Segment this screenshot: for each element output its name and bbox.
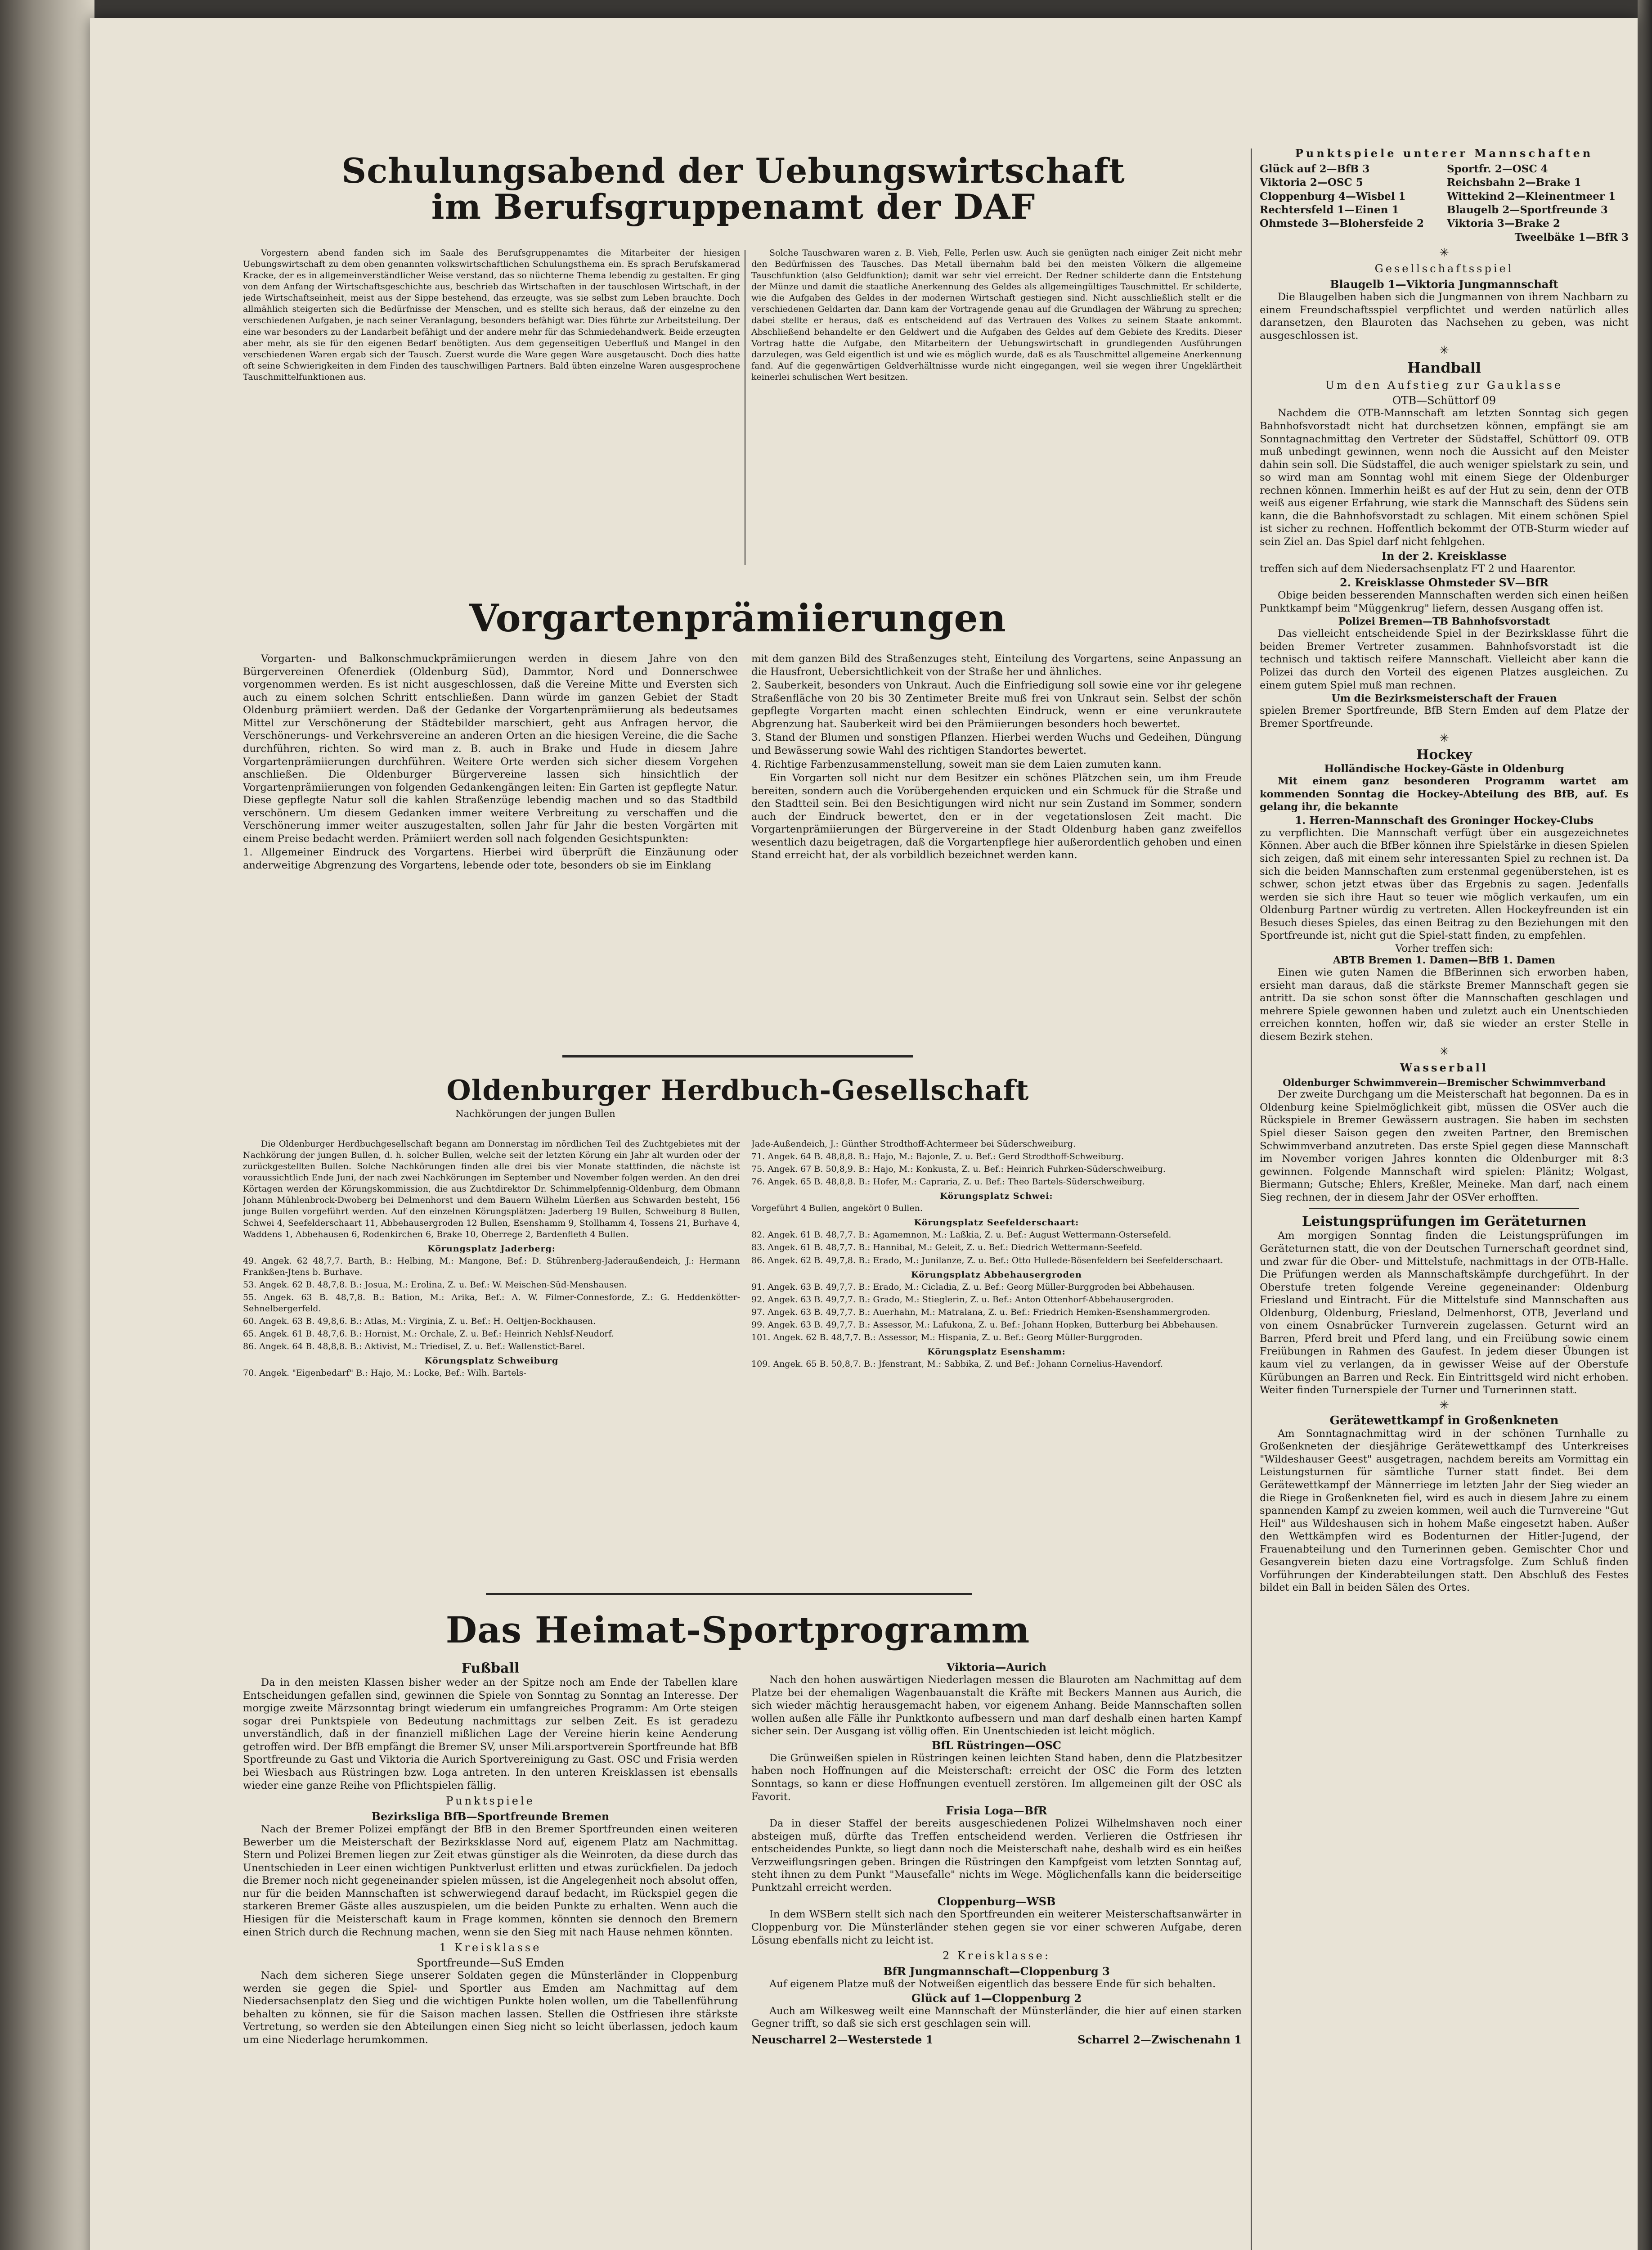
- article-text: 1. Allgemeiner Eindruck des Vorgartens. Hierbei wird überprüft die Einzäunung oder anderweitige Abgrenzung des Vorgartens, lebende oder tote, besonders ob sie im Einklang: [243, 846, 738, 871]
- result-item: Glück auf 2—BfB 3: [1260, 163, 1370, 175]
- section-rule: [486, 1593, 972, 1595]
- sports-right-column: [1260, 144, 1629, 2250]
- koerung-entry: 75. Angek. 67 B. 50,8,9. B.: Hajo, M.: Konkusta, Z. u. Bef.: Heinrich Fuhrken-Süderschweiburg.: [751, 1164, 1166, 1174]
- headline-sport-text: Das Heimat-Sportprogramm: [445, 1611, 1030, 1651]
- section-heading: Punktspiele unterer Mannschaften: [1295, 147, 1594, 160]
- result-item: Viktoria 2—OSC 5: [1260, 176, 1363, 189]
- entry: Vorgeführt 4 Bullen, angekört 0 Bullen.: [751, 1203, 923, 1214]
- section-heading: Hockey: [1416, 747, 1472, 763]
- section-heading: 1 Kreisklasse: [439, 1941, 542, 1954]
- match-heading: Oldenburger Schwimmverein—Bremischer Schwimmverband: [1283, 1077, 1606, 1089]
- koerungsplatz-heading: Körungsplatz Schwei:: [940, 1191, 1053, 1202]
- page-edge: [1638, 0, 1652, 2250]
- match-heading: Sportfreunde—SuS Emden: [417, 1957, 564, 1970]
- section-heading: Fußball: [461, 1660, 520, 1676]
- results-list: [1260, 162, 1441, 231]
- article-text: Am morgigen Sonntag finden die Leistungsprüfungen im Geräteturnen statt, die von der Deutschen Turnerschaft geordnet sind, und zwar für die Ober- und Mittelstufe, nachmittags in der OTB-Halle. Die Prüfungen werden als Mannschaftskämpfe durchgeführt. In der Oberstufe treten folgende Vereine gegeneinander: Oldenburg Friesland und Eintracht. Für die Mittelstufe sind Mannschaften aus Oldenburg, Oldenburg, Friesland, Delmenhorst, OTB, Jeverland und von einem Osnabrücker Turnverein zugelassen. Geturnt wird an Barren, Pferd breit und Pferd lang, und ein Freiübung sowie einem Freiübungen in Rahmen des Gaufest. In jedem dieser Übungen ist kaum viel zu verlangen, da in gewisser Weise auf der Oberstufe Kürübungen an Barren und Reck. Ein Eintrittsgeld wird nicht erhoben. Weiter finden Turnerspiele der Turner und Turnerinnen statt.: [1260, 1230, 1629, 1396]
- entry-list: [751, 1282, 1242, 1343]
- article-text: Die Oldenburger Herdbuchgesellschaft begann am Donnerstag im nördlichen Teil des Zuchtgebietes mit der Nachkörung der jungen Bullen, d. h. solcher Bullen, welche seit der letzten Körung ein Jahr alt wurden oder der zurückgestellten Bullen. Solche Nachkörungen finden alle drei bis vier Monate stattfinden, die nächste ist voraussichtlich Ende Juni, der nach zwei Nachkörungen im September und November folgen werden. An den drei Körtagen werden der Körungskommission, die aus Zuchtdirektor Dr. Schimmelpfennig-Oldenburg, dem Obmann Johann Mühlenbrock-Dwoberg bei Delmenhorst und dem Bauern Wilhelm Lüerßen aus Schwarden besteht, 156 junge Bullen vorgeführt werden. Auf den einzelnen Körungsplätzen: Jaderberg 19 Bullen, Schweiburg 8 Bullen, Schwei 4, Seefelderschaart 11, Abbehausergroden 12 Bullen, Esenshamm 9, Stollhamm 4, Tossens 21, Burhave 4, Waddens 1, Abbehausen 6, Rodenkirchen 6, Brake 10, Oberrege 2, Bardenfleth 4 Bullen.: [243, 1139, 740, 1239]
- match-heading: 1. Herren-Mannschaft des Groninger Hockey-Clubs: [1295, 814, 1594, 827]
- match-heading: Cloppenburg—WSB: [937, 1895, 1056, 1908]
- result-item: Neuscharrel 2—Westerstede 1: [751, 2033, 934, 2046]
- headline-schulung-line1: Schulungsabend der Uebungswirtschaft: [341, 153, 1125, 191]
- article-text: Mit einem ganz besonderen Programm wartet am kommenden Sonntag die Hockey-Abteilung des BfB, auf. Es gelang ihr, die bekannte: [1260, 775, 1629, 813]
- koerungsplatz-heading: Körungsplatz Jaderberg:: [427, 1243, 556, 1254]
- result-item: Tweelbäke 1—BfR 3: [1514, 231, 1629, 243]
- match-heading: Blaugelb 1—Viktoria Jungmannschaft: [1330, 278, 1558, 291]
- match-heading: Vorher treffen sich:: [1395, 943, 1493, 954]
- koerung-entry: 92. Angek. 63 B. 49,7,7. B.: Grado, M.: Stieglerin, Z. u. Bef.: Anton Ottenhorf-Abbehausergroden.: [751, 1294, 1174, 1305]
- match-heading: OTB—Schüttorf 09: [1392, 394, 1496, 407]
- article-text: Der zweite Durchgang um die Meisterschaft hat begonnen. Da es in Oldenburg keine Spielmöglichkeit gibt, müssen die OSVer auch die Rückspiele in Bremer Gewässern austragen. Sie haben im sechsten Spiel dieser Saison gegen den zweiten Partner, den Bremischen Schwimmverband anzutreten. Das erste Spiel gegen diese Mannschaft im November vorigen Jahres konnten die Oldenburger mit 8:3 gewinnen. Folgende Mannschaft wird spielen: Plänitz; Wolgast, Biermann; Gutsche; Ehlers, Kreßler, Meineke. Man darf, nach einem Sieg rechnen, der in diesem Jahr der OSVer erhofften.: [1260, 1089, 1629, 1203]
- koerung-entry: 101. Angek. 62 B. 48,7,7. B.: Assessor, M.: Hispania, Z. u. Bef.: Georg Müller-Burggroden.: [751, 1332, 1143, 1342]
- section-heading: Um den Aufstieg zur Gauklasse: [1325, 379, 1563, 392]
- headline-schulung-line2: im Berufsgruppenamt der DAF: [431, 186, 1036, 227]
- koerung-entry: 82. Angek. 61 B. 48,7,7. B.: Agamemnon, M.: Laßkia, Z. u. Bef.: August Wettermann-Ostersefeld.: [751, 1230, 1172, 1240]
- article-text: Da in den meisten Klassen bisher weder an der Spitze noch am Ende der Tabellen klare Entscheidungen gefallen sind, gewinnen die Spiele von Sonntag zu Sonntag an Interesse. Der morgige zweite Märzsonntag bringt wiederum ein umfangreiches Programm: Am Orte steigen sogar drei Punktspiele von Bedeutung nachmittags zur selben Zeit. Es ist geradezu unverständlich, daß in der finanziell mißlichen Lage der Vereine hierin keine Aenderung getroffen wird. Der BfB empfängt die Bremer SV, unser Mili.arsportverein Sportfreunde hat BfB Sportfreunde zu Gast und Viktoria die Aurich Sportvereinigung zu Gast. OSC und Frisia werden bei Wiesbach aus Rüstringen bzw. Loga antreten. In den unteren Kreisklassen ist ebensalls wieder eine ganze Reihe von Pflichtspielen fällig.: [243, 1677, 738, 1791]
- result-item: Wittekind 2—Kleinentmeer 1: [1447, 190, 1616, 202]
- article-text: Vorgarten- und Balkonschmuckprämiierungen werden in diesem Jahre von den Bürgervereinen Ofenerdiek (Oldenburg Süd), Dammtor, Nord und Donnerschwee vorgenommen werden. Es ist nicht ausgeschlossen, daß die Vereine Mitte und Eversten sich auch zu einem solchen Schritt entschließen. Dann würde im ganzen Gebiet der Stadt Oldenburg prämiiert werden. Daß der Gedanke der Vorgartenprämiierung als bedeutsames Mittel zur Verschönerung der Städtebilder marschiert, geht aus Anfragen hervor, die Verschönerungs- und Verkehrsvereine an anderen Orten an die hiesigen Vereine, die die Sache durchführen, richten. So wird man z. B. auch in Brake und Hude in diesem Jahre Vorgartenprämiierungen durchführen. Weitere Orte werden sich sicher diesem Vorgehen anschließen. Die Oldenburger Bürgervereine lassen sich hinsichtlich der Vorgartenprämiierungen von folgenden Gedankengängen leiten: Ein Garten ist gepflegte Natur. Diese gepflegte Natur soll die kahlen Straßenzüge lebendig machen und so das Stadtbild verschönern. Um diesem Gedanken immer weitere Verbreitung zu verschaffen und die Verschönerung immer weiter auszugestalten, sollen Jahr für Jahr die besten Vorgärten mit einem Preise bedacht werden. Prämiiert werden soll nach folgenden Gesichtspunkten:: [243, 653, 738, 845]
- column-divider: [1251, 148, 1252, 2250]
- result-item: Viktoria 3—Brake 2: [1447, 217, 1560, 230]
- results-grid: [1260, 162, 1629, 231]
- entry-list: [243, 1368, 740, 1379]
- article-vorgarten-col1: [243, 652, 738, 1048]
- article-text: treffen sich auf dem Niedersachsenplatz FT 2 und Haarentor.: [1260, 562, 1576, 575]
- results-footer: [751, 2033, 1242, 2046]
- entry-list: [751, 1229, 1242, 1266]
- section-rule: [562, 1055, 913, 1058]
- match-heading: Glück auf 1—Cloppenburg 2: [911, 1991, 1082, 2005]
- match-heading: Bezirksliga BfB—Sportfreunde Bremen: [371, 1810, 610, 1823]
- separator-star: ✳: [1439, 732, 1449, 746]
- article-text: Vorgestern abend fanden sich im Saale des Berufsgruppenamtes die Mitarbeiter der hiesigen Uebungswirtschaft zu dem oben genannten volkswirtschaftlichen Schulungsthema ein. Es sprach Berufskamerad Kracke, der es in allgemeinverständlicher Weise verstand, das so nüchterne Thema lebendig zu gestalten. Er ging von dem Anfang der Wirtschaftsgeschichte aus, beschrieb das Wirtschaften in der tauschlosen Wirtschaft, in der jede Wirtschaftseinheit, meist aus der Sippe bestehend, das erzeugte, was sie selbst zum Leben brauchte. Doch allmählich steigerten sich die Bedürfnisse der Menschen, und es stellte sich heraus, daß der einzelne zu den verschiedenen Aufgaben, je nach seiner Veranlagung, besonders befähigt war. Dies führte zur Arbeitsteilung. Der eine war besonders zu der Landarbeit befähigt und der andere mehr für das Schmiedehandwerk. Beide erzeugten aber mehr, als sie für den eigenen Bedarf benötigten. Aus dem gegenseitigen Ueberfluß und Mangel in den verschiedenen Waren ergab sich der Tausch. Zuerst wurde die Ware gegen Ware ausgetauscht. Doch dies hatte oft seine Schwierigkeiten in dem Finden des tauschwilligen Partners. Bald übten einzelne Waren ausgesprochene Tauschmittelfunktionen aus.: [243, 248, 740, 382]
- match-heading: ABTB Bremen 1. Damen—BfB 1. Damen: [1333, 954, 1556, 966]
- book-binding: [0, 0, 94, 2250]
- section-heading: Punktspiele: [446, 1795, 535, 1808]
- match-heading: BfR Jungmannschaft—Cloppenburg 3: [883, 1965, 1110, 1978]
- article-schulung-col1: [243, 248, 740, 608]
- koerungsplatz-heading: Körungsplatz Abbehausergroden: [911, 1269, 1082, 1280]
- entry-list: [751, 1359, 1242, 1370]
- article-herdbuch-col1: [243, 1138, 740, 1588]
- headline-herdbuch-text: Oldenburger Herdbuch-Gesellschaft: [446, 1076, 1029, 1107]
- entry-list: [751, 1138, 1242, 1188]
- article-text: 4. Richtige Farbenzusammenstellung, soweit man sie dem Laien zumuten kann.: [751, 758, 1162, 770]
- match-heading: Viktoria—Aurich: [946, 1660, 1047, 1674]
- result-item: Ohmstede 3—Blohersfeide 2: [1260, 217, 1424, 230]
- match-heading: In der 2. Kreisklasse: [1381, 549, 1507, 562]
- article-text: Die Blaugelben haben sich die Jungmannen von ihrem Nachbarn zu einem Freundschaftsspiel verpflichtet und werden natürlich alles daransetzen, den Blauroten das Nachsehen zu geben, was nicht ausgeschlossen ist.: [1260, 291, 1629, 342]
- koerung-entry: 97. Angek. 63 B. 49,7,7. B.: Auerhahn, M.: Matralana, Z. u. Bef.: Friedrich Hemken-Esenshammergroden.: [751, 1307, 1211, 1317]
- result-item: Scharrel 2—Zwischenahn 1: [1077, 2033, 1242, 2046]
- result-item: Reichsbahn 2—Brake 1: [1447, 176, 1581, 189]
- koerung-entry: 71. Angek. 64 B. 48,8,8. B.: Hajo, M.: Bajonle, Z. u. Bef.: Gerd Strodthoff-Schweiburg.: [751, 1152, 1124, 1162]
- koerung-entry: 83. Angek. 61 B. 48,7,7. B.: Hannibal, M.: Geleit, Z. u. Bef.: Diedrich Wettermann-Seefeld.: [751, 1242, 1143, 1253]
- koerungsplatz-heading: Körungsplatz Seefelderschaart:: [914, 1218, 1079, 1228]
- article-text: Nach den hohen auswärtigen Niederlagen messen die Blauroten am Nachmittag auf dem Platze bei der ehemaligen Wagenbauanstalt die Kräfte mit Beckers Mannen aus Aurich, die sich wieder mächtig herausgemacht haben, vor eigenem Anhang. Beide Mannschaften sollen wollen außen alle Fälle ihr Punktkonto aufbessern und man darf deshalb einen harten Kampf sicher sein. Der Ausgang ist völlig offen. Ein Unentschieden ist leicht möglich.: [751, 1674, 1242, 1737]
- article-text: Nach dem sicheren Siege unserer Soldaten gegen die Münsterländer in Cloppenburg werden sie gegen die Spiel- und Sportler aus Emden am Nachmittag auf dem Niedersachsenplatz den Sieg und die wichtigen Punkte holen wollen, um die Tabellenführung behalten zu können, sie für die Saison machen lassen. Stellen die Ostfriesen ihre stärkste Vertretung, so werden sie den Abteilungen einen Sieg nicht so leicht überlassen, jedoch kaum um eine Niederlage herumkommen.: [243, 1970, 738, 2046]
- match-heading: Frisia Loga—BfR: [946, 1804, 1047, 1818]
- headline-vorgarten-text: Vorgartenprämiierungen: [469, 598, 1006, 640]
- match-heading: 2. Kreisklasse Ohmsteder SV—BfR: [1340, 576, 1549, 590]
- article-schulung-col2: [751, 248, 1242, 608]
- article-text: Auch am Wilkesweg weilt eine Mannschaft der Münsterländer, die hier auf einen starken Gegner trifft, so daß sie sich erst geschlagen sein will.: [751, 2005, 1242, 2030]
- article-text: Auf eigenem Platze muß der Notweißen eigentlich das bessere Ende für sich behalten.: [769, 1978, 1216, 1990]
- article-text: Einen wie guten Namen die BfBerinnen sich erworben haben, ersieht man daraus, daß die stärkste Bremer Mannschaft gegen sie antritt. Da sie schon sonst öfter die Mannschaften geschlagen und mehrere Spiele gewonnen haben und zuletzt auch ein Unentschieden erreichen konnten, hoffen wir, daß sie wieder an erster Stelle in diesem Bezirk stehen.: [1260, 966, 1629, 1043]
- article-text: In dem WSBern stellt sich nach den Sportfreunden ein weiterer Meisterschaftsanwärter in Cloppenburg vor. Die Münsterländer stehen gegen sie vor einer schweren Aufgabe, deren Lösung ebenfalls nicht zu leicht ist.: [751, 1908, 1242, 1946]
- koerung-entry: 49. Angek. 62 48,7,7. Barth, B.: Helbing, M.: Mangone, Bef.: D. Stührenberg-Jaderaußendeich, J.: Hermann Frankßen-Jtens b. Burhave.: [243, 1256, 740, 1277]
- section-rule: [1309, 1208, 1579, 1209]
- article-sport-col2: [751, 1660, 1242, 2250]
- article-text: zu verpflichten. Die Mannschaft verfügt über ein ausgezeichnetes Können. Aber auch die BfBer können ihre Spielstärke in diesen Spielen sich zeigen, daß mit einem sehr interessanten Spiel zu rechnen ist. Da sich die beiden Mannschaften zum erstenmal gegenüberstehen, ist es schwer, schon jetzt etwas über das Ergebnis zu sagen. Jedenfalls werden sie sich ihre Haut so teuer wie möglich verkaufen, um ein Oldenburg Partner würdig zu vertreten. Allen Hockeyfreunden ist ein Besuch dieses Spieles, das einen Beitrag zu den Beziehungen mit den Sportfreunde ist, nicht gut die Spiel-statt finden, zu empfehlen.: [1260, 827, 1629, 942]
- article-text: spielen Bremer Sportfreunde, BfB Stern Emden auf dem Platze der Bremer Sportfreunde.: [1260, 705, 1629, 729]
- koerung-entry: 99. Angek. 63 B. 49,7,7. B.: Assessor, M.: Lafukona, Z. u. Bef.: Johann Hopken, Butterburg bei Abbehausen.: [751, 1319, 1218, 1330]
- article-herdbuch-col2: [751, 1138, 1242, 1588]
- article-sport-col1: [243, 1660, 738, 2250]
- section-heading: 2 Kreisklasse:: [943, 1949, 1050, 1962]
- results-list: [1447, 162, 1629, 231]
- koerung-entry: 91. Angek. 63 B. 49,7,7. B.: Erado, M.: Cicladia, Z. u. Bef.: Georg Müller-Burggroden bei Abbehausen.: [751, 1282, 1195, 1292]
- article-text: Da in dieser Staffel der bereits ausgeschiedenen Polizei Wilhelmshaven noch einer absteigen muß, dürfte das Treffen entscheidend werden. Verlieren die Ostfriesen ihr entscheidendes Punkte, so liegt dann noch die Meisterschaft nahe, deshalb wird es ein heißes Verzweiflungsringen geben. Bringen die Rüstringen den Kampfgeist vom letzten Sonntag auf, steht ihnen zu dem Punkt "Mausefalle" nichts im Wege. Möglichenfalls kann die beiderseitige Punktzahl erreicht werden.: [751, 1818, 1242, 1894]
- section-heading: Gesellschaftsspiel: [1374, 262, 1514, 275]
- herdbuch-subtitle: Nachkörungen der jungen Bullen: [455, 1108, 615, 1120]
- koerung-entry: 65. Angek. 61 B. 48,7,6. B.: Hornist, M.: Orchale, Z. u. Bef.: Heinrich Nehlsf-Neudorf.: [243, 1329, 614, 1339]
- match-heading: Um die Bezirksmeisterschaft der Frauen: [1331, 693, 1557, 705]
- match-heading: Holländische Hockey-Gäste in Oldenburg: [1324, 763, 1564, 775]
- section-heading: Handball: [1407, 359, 1481, 377]
- match-heading: Polizei Bremen—TB Bahnhofsvorstadt: [1338, 616, 1550, 628]
- separator-star: ✳: [1439, 1398, 1449, 1412]
- headline-schulung: [234, 153, 1233, 243]
- headline-sport: [234, 1611, 1242, 1656]
- koerung-entry: Jade-Außendeich, J.: Günther Strodthoff-Achtermeer bei Süderschweiburg.: [751, 1139, 1076, 1149]
- article-vorgarten-col2: [751, 652, 1242, 1048]
- result-item: Sportfr. 2—OSC 4: [1447, 163, 1548, 175]
- separator-star: ✳: [1439, 1045, 1449, 1059]
- separator-star: ✳: [1439, 246, 1449, 260]
- match-heading: BfL Rüstringen—OSC: [932, 1738, 1061, 1752]
- separator-star: ✳: [1439, 344, 1449, 358]
- article-text: Ein Vorgarten soll nicht nur dem Besitzer ein schönes Plätzchen sein, um ihm Freude bereiten, sondern auch die Vorübergehenden erquicken und ein Schmuck für die Straße und den Stadtteil sein. Bei den Besichtigungen wird nicht nur sein Zustand im Sommer, sondern auch der Eindruck bewertet, den er in der vegetationslosen Zeit macht. Die Vorgartenprämiierungen der Bürgervereine in der Stadt Oldenburg haben ganz zweifellos wesentlich dazu beigetragen, daß die Vorgartenpflege hier außerordentlich gehoben und einen Stand erreicht hat, der als vorbildlich bezeichnet werden kann.: [751, 772, 1242, 861]
- newspaper-page: [90, 18, 1638, 2250]
- koerung-entry: 76. Angek. 65 B. 48,8,8. B.: Hofer, M.: Capraria, Z. u. Bef.: Theo Bartels-Süderschweiburg.: [751, 1177, 1145, 1187]
- koerungsplatz-heading: Körungsplatz Esenshamm:: [927, 1347, 1066, 1357]
- article-text: Am Sonntagnachmittag wird in der schönen Turnhalle zu Großenkneten der diesjährige Gerätewettkampf des Unterkreises "Wildeshauser Geest" ausgetragen, nachdem bereits am Vormittag ein Leistungsturnen für sämtliche Turner statt findet. Bei dem Gerätewettkampf der Männerriege im letzten Jahr der Sieg wieder an die Riege in Großenkneten fiel, wird es auch in diesem Jahre zu einem spannenden Kampf zu zweien kommen, weil auch die Turnvereine "Gut Heil" aus Wildeshausen sich in hohem Maße eingesetzt haben. Außer den Wettkämpfen wird es Bodenturnen der Hitler-Jugend, der Frauenabteilung und den Turnerinnen geben. Gemischter Chor und Gesangverein bieten dazu eine Vortragsfolge. Zum Schluß finden Vorführungen der Kinderabteilungen statt. Den Abschluß des Festes bildet ein Ball in beiden Sälen des Ortes.: [1260, 1427, 1629, 1594]
- koerung-entry: 60. Angek. 63 B. 49,8,6. B.: Atlas, M.: Virginia, Z. u. Bef.: H. Oeltjen-Bockhausen.: [243, 1316, 596, 1327]
- koerung-entry: 109. Angek. 65 B. 50,8,7. B.: Jfenstrant, M.: Sabbika, Z. und Bef.: Johann Cornelius-Havendorf.: [751, 1359, 1163, 1369]
- article-text: Solche Tauschwaren waren z. B. Vieh, Felle, Perlen usw. Auch sie genügten nach einiger Zeit nicht mehr den Bedürfnissen des Tausches. Das Metall übernahm bald bei den meisten Völkern die allgemeine Tauschfunktion (also Geldfunktion); damit war sehr viel erreicht. Der Redner schilderte dann die Entstehung der Münze und damit die staatliche Anerkennung des Geldes als allgemeingültiges Tauschmittel. Er schilderte, wie die Aufgaben des Geldes in der modernen Wirtschaft gestiegen sind. Nicht ausschließlich stellt er die verschiedenen Geldarten dar. Dann kam der Vortragende genau auf die Grundlagen der Währung zu sprechen; dabei stellte er heraus, daß es entscheidend auf das Vertrauen des Volkes zu seinem Staate ankommt. Abschließend behandelte er den Geldwert und die Aufgaben des Geldes auf dem Gebiete des Kredits. Dieser Vortrag hatte die Aufgabe, den Mitarbeitern der Uebungswirtschaft in grundlegenden Ausführungen darzulegen, was Geld eigentlich ist und wie es möglich wurde, daß es als Tauschmittel allgemeine Anerkennung fand. Auf die gegenwärtigen Geldverhältnisse wurde nicht eingegangen, weil sie wegen ihrer Ungeklärtheit keinerlei schulischen Wert besitzen.: [751, 248, 1242, 382]
- article-text: 3. Stand der Blumen und sonstigen Pflanzen. Hierbei werden Wuchs und Gedeihen, Düngung und Bewässerung sowie Wahl des richtigen Standortes bewertet.: [751, 732, 1242, 756]
- section-heading: Leistungsprüfungen im Geräteturnen: [1302, 1214, 1586, 1230]
- article-text: Nachdem die OTB-Mannschaft am letzten Sonntag sich gegen Bahnhofsvorstadt nicht hat durchsetzen können, empfängt sie am Sonntagnachmittag den Vertreter der Südstaffel, Schüttorf 09. OTB muß unbedingt gewinnen, wenn noch die Aussicht auf den Meister dahin sein soll. Die Südstaffel, die auch weniger spielstark zu sein, und so wird man am Sonntag wohl mit einem Siege der Oldenburger rechnen können. Immerhin heißt es auf der Hut zu sein, denn der OTB weiß aus eigener Erfahrung, wie stark die Mannschaft des Südens sein kann, die die Bahnhofsvorstadt zu schlagen. Mit einem schönen Spiel ist sicher zu rechnen. Hoffentlich bekommt der OTB-Sturm wieder auf sein Ziel an. Das Spiel darf nicht fehlgehen.: [1260, 407, 1629, 548]
- article-text: Obige beiden besserenden Mannschaften werden sich einen heißen Punktkampf beim "Müggenkrug" liefern, dessen Ausgang offen ist.: [1260, 590, 1629, 614]
- result-item: Rechtersfeld 1—Einen 1: [1260, 204, 1399, 216]
- result-item: Blaugelb 2—Sportfreunde 3: [1447, 204, 1608, 216]
- koerung-entry: 86. Angek. 62 B. 49,7,8. B.: Erado, M.: Junilanze, Z. u. Bef.: Otto Hullede-Bösenfeldern bei Seefelderschaart.: [751, 1255, 1223, 1265]
- koerung-entry: 86. Angek. 64 B. 48,8,8. B.: Aktivist, M.: Triedisel, Z. u. Bef.: Wallenstict-Barel.: [243, 1341, 585, 1352]
- result-item: Cloppenburg 4—Wisbel 1: [1260, 190, 1406, 202]
- headline-vorgarten: [234, 598, 1242, 652]
- article-text: Das vielleicht entscheidende Spiel in der Bezirksklasse führt die beiden Bremer Vertreter zusammen. Bahnhofsvorstadt ist die technisch und taktisch reifere Mannschaft. Vielleicht aber kann die Polizei das durch den Vorteil des eigenen Platzes ausgleichen. Zu einem gutem Spiel muß man rechnen.: [1260, 628, 1629, 691]
- article-text: Die Grünweißen spielen in Rüstringen keinen leichten Stand haben, denn die Platzbesitzer haben noch Hoffnungen auf die Meisterschaft: erreicht der OSC die Form des letzten Sonntags, so kann er diese Hoffnungen eventuell zerstören. Im allgemeinen gilt der OSC als Favorit.: [751, 1752, 1242, 1803]
- koerung-entry: 55. Angek. 63 B. 48,7,8. B.: Bation, M.: Arika, Bef.: A. W. Filmer-Connesforde, Z.: G. Heddenkötter-Sehnelbergerfeld.: [243, 1292, 740, 1314]
- koerung-entry: 70. Angek. "Eigenbedarf" B.: Hajo, M.: Locke, Bef.: Wilh. Bartels-: [243, 1368, 526, 1378]
- article-text: 2. Sauberkeit, besonders von Unkraut. Auch die Einfriedigung soll sowie eine vor ihr gelegene Straßenfläche von 20 bis 30 Zentimeter Breite muß frei von Unkraut sein. Selbst der schön gepflegte Vorgarten macht einen schlechten Eindruck, wenn er eine verunkrautete Abgrenzung hat. Sauberkeit wird bei den Prämiierungen besonders hoch bewertet.: [751, 680, 1242, 730]
- article-text: mit dem ganzen Bild des Straßenzuges steht, Einteilung des Vorgartens, seine Anpassung an die Hausfront, Uebersichtlichkeit von der Straße her und ähnliches.: [751, 653, 1242, 678]
- entry-list: [243, 1256, 740, 1353]
- section-heading: Gerätewettkampf in Großenkneten: [1329, 1413, 1559, 1427]
- section-heading: Wasserball: [1400, 1061, 1488, 1075]
- koerungsplatz-heading: Körungsplatz Schweiburg: [424, 1356, 559, 1366]
- headline-herdbuch: [234, 1076, 1242, 1138]
- article-text: Nach der Bremer Polizei empfängt der BfB in den Bremer Sportfreunden einen weiteren Bewerber um die Meisterschaft der Bezirksklasse Nord auf, eigenem Platz am Nachmittag. Stern und Polizei Bremen liegen zur Zeit etwas günstiger als die Weinroten, da diese durch das Unentschieden in Leer einen wichtigen Punktverlust erlitten und etwas zurückfielen. Da jedoch die Bremer noch nicht gegeneinander spielen müssen, ist die Angelegenheit noch absolut offen, nur für die beiden Mannschaften ist schwerwiegend darauf bedacht, im Rückspiel gegen die starkeren Bremer Gäste alles auszuspielen, um die beiden Punkte zu erhalten. Wenn auch die Hiesigen für die Meisterschaft kaum in Frage kommen, könnten sie dennoch den Bremern einen Strich durch die Rechnung machen, wenn sie den Sieg mit nach Hause nehmen könnten.: [243, 1823, 738, 1938]
- koerung-entry: 53. Angek. 62 B. 48,7,8. B.: Josua, M.: Erolina, Z. u. Bef.: W. Meischen-Süd-Menshausen.: [243, 1279, 627, 1290]
